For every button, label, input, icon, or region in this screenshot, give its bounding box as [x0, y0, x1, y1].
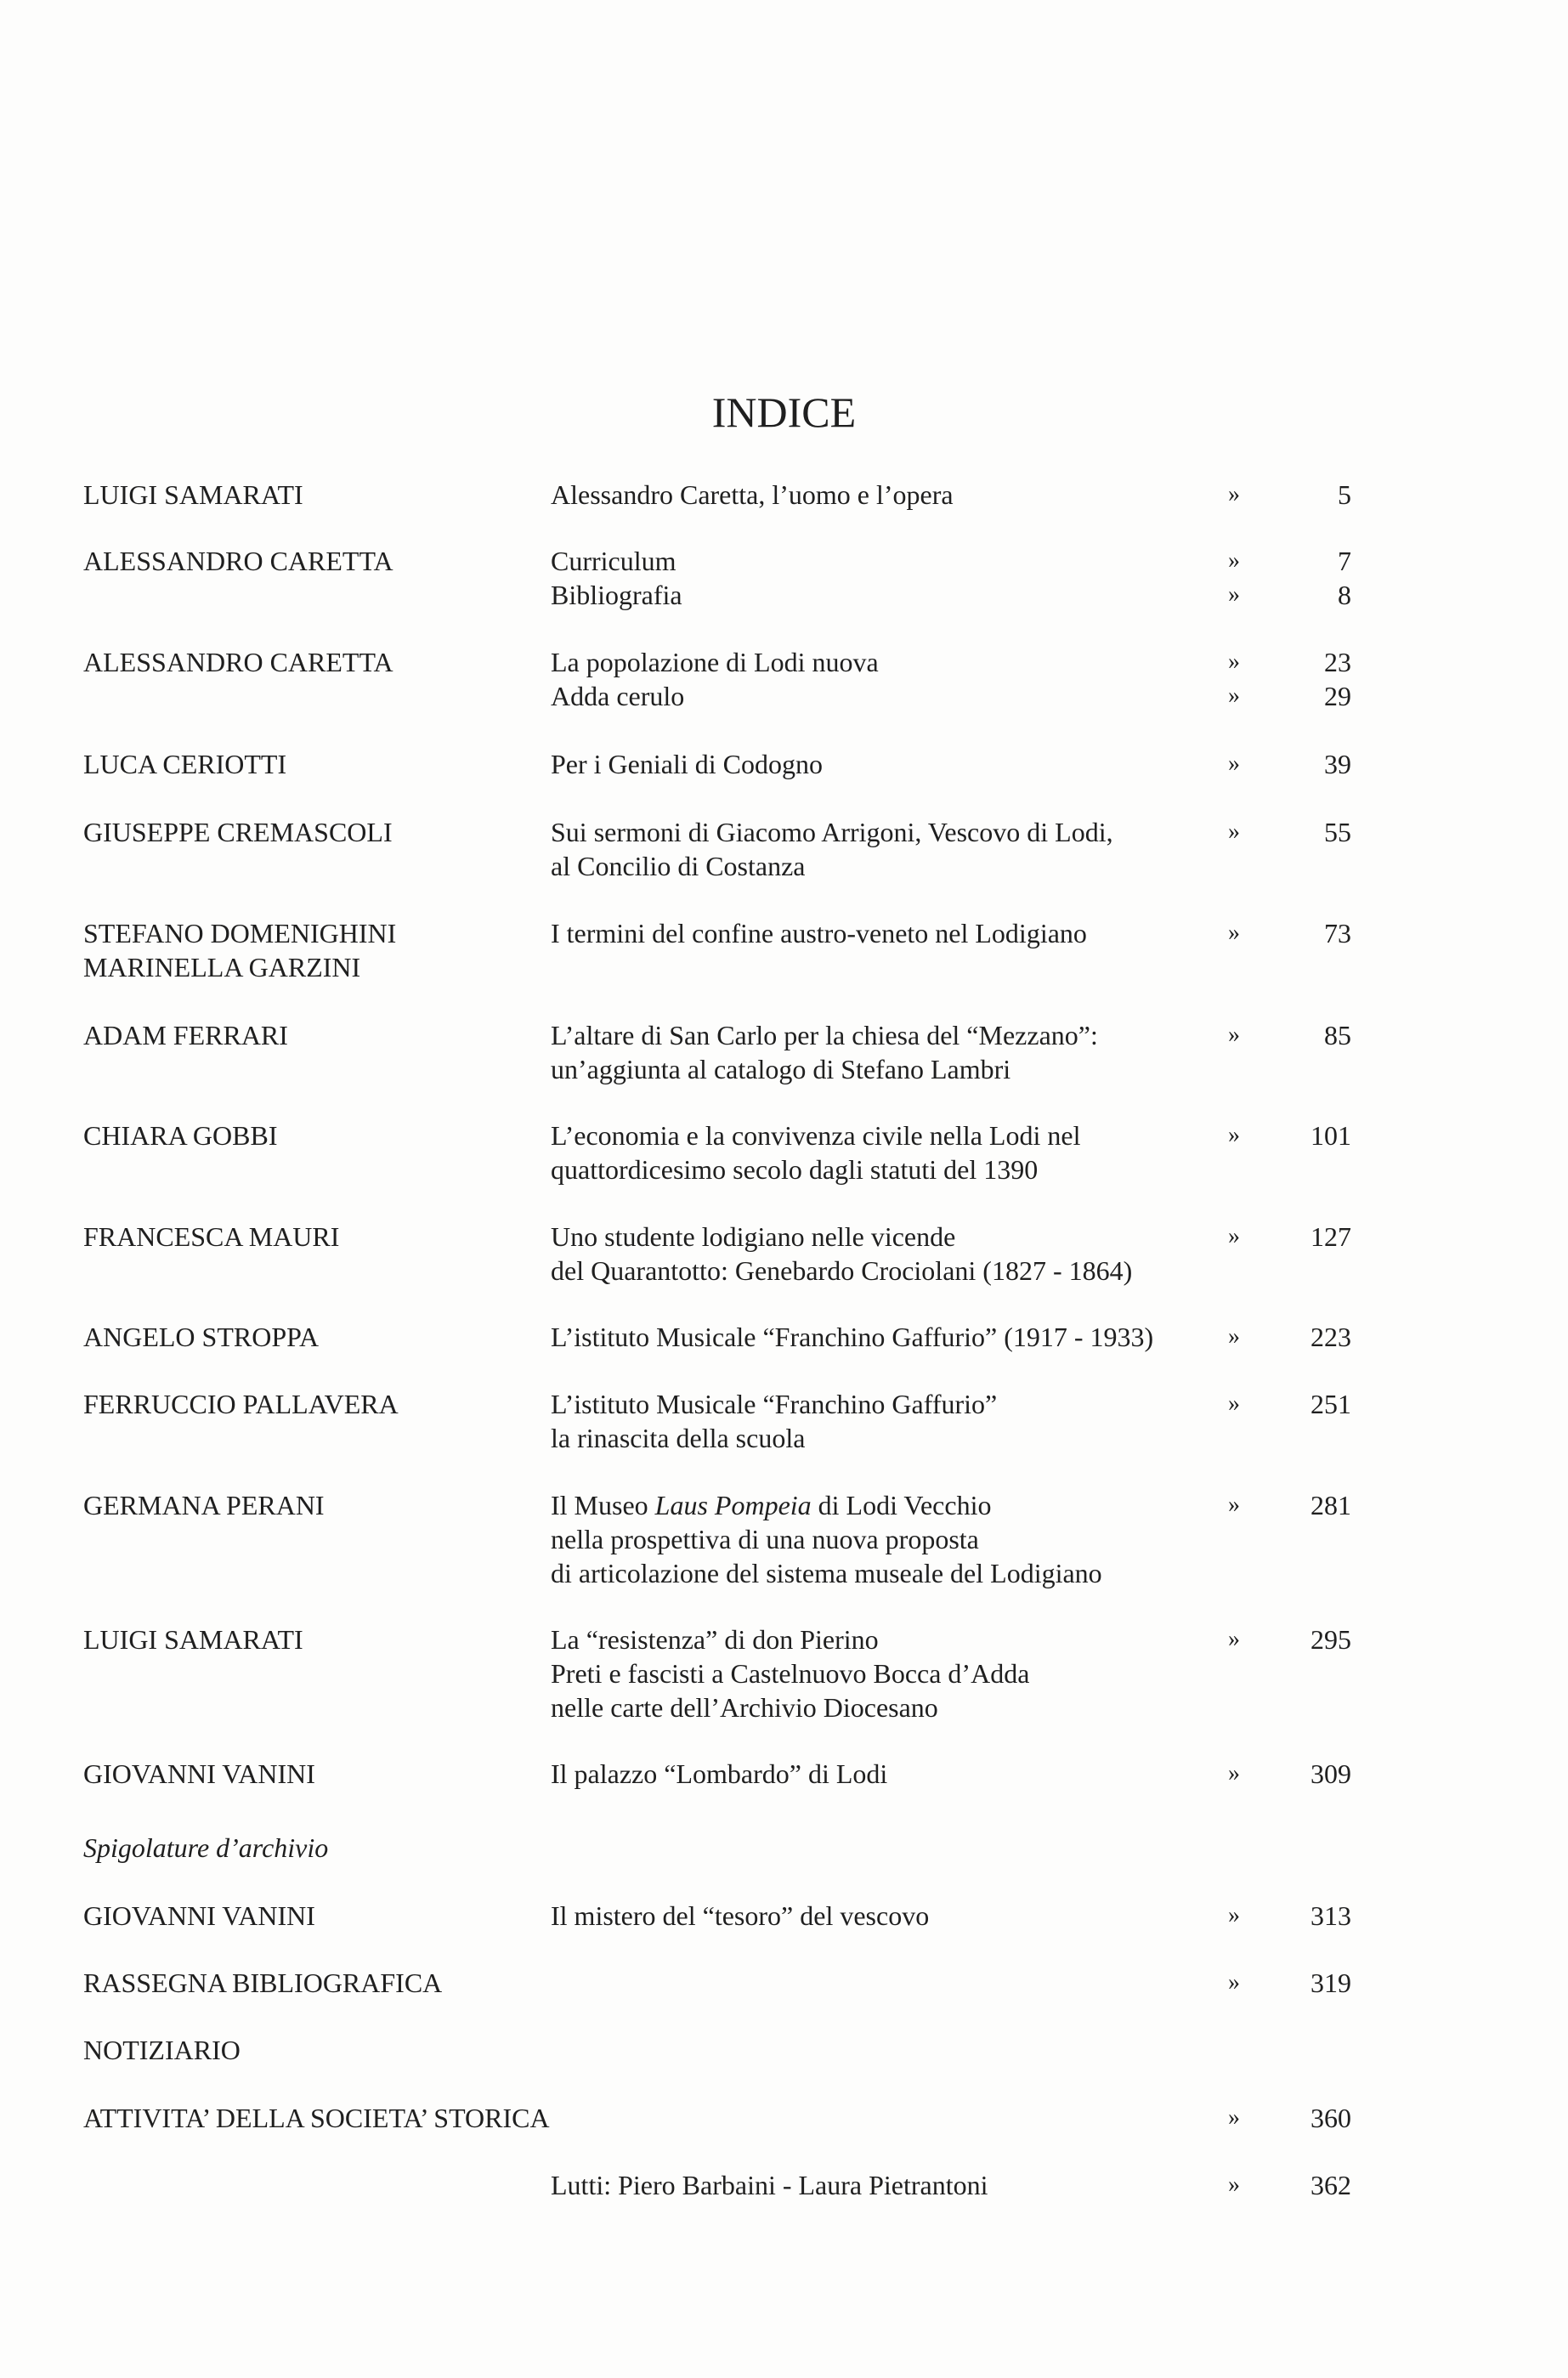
page-marker: » — [1228, 547, 1240, 574]
page-number: 7 — [1338, 546, 1351, 576]
page-number: 319 — [1310, 1968, 1351, 1998]
page-number: 101 — [1310, 1120, 1351, 1151]
page-number: 309 — [1310, 1758, 1351, 1789]
page-marker: » — [1228, 2104, 1240, 2131]
page-number: 360 — [1310, 2103, 1351, 2133]
entry-title: L’istituto Musicale “Franchino Gaffurio” la rinascita della scuola — [551, 1389, 998, 1453]
page-marker: » — [1228, 1492, 1240, 1518]
section-heading: Spigolature d’archivio — [83, 1832, 329, 1863]
page-marker: » — [1228, 581, 1240, 608]
page-number: 251 — [1310, 1389, 1351, 1419]
entry-author: FRANCESCA MAURI — [83, 1221, 340, 1252]
page-marker: » — [1228, 1969, 1240, 1996]
entry-title: Lutti: Piero Barbaini - Laura Pietrantoni — [551, 2170, 988, 2200]
entry-title: La “resistenza” di don Pierino Preti e fascisti a Castelnuovo Bocca d’Adda nelle carte dell’Archivio Diocesano — [551, 1624, 1030, 1723]
page-marker: » — [1228, 682, 1240, 709]
entry-author: CHIARA GOBBI — [83, 1120, 278, 1151]
page-marker: » — [1228, 1122, 1240, 1148]
entry-title: Per i Geniali di Codogno — [551, 749, 823, 779]
page-marker: » — [1228, 648, 1240, 675]
page-marker: » — [1228, 1902, 1240, 1928]
entry-title: Il mistero del “tesoro” del vescovo — [551, 1900, 930, 1931]
page-number: 23 — [1324, 647, 1351, 677]
entry-label: RASSEGNA BIBLIOGRAFICA — [83, 1968, 443, 1998]
entry-author: ALESSANDRO CARETTA — [83, 546, 393, 576]
entry-author: GIOVANNI VANINI — [83, 1900, 315, 1931]
entry-author: GIOVANNI VANINI — [83, 1758, 315, 1789]
entry-label: ATTIVITA’ DELLA SOCIETA’ STORICA — [83, 2103, 550, 2133]
entry-title: I termini del confine austro-veneto nel Lodigiano — [551, 918, 1087, 948]
page-title: INDICE — [711, 388, 857, 436]
entry-author: ADAM FERRARI — [83, 1020, 288, 1050]
page-marker: » — [1228, 1390, 1240, 1417]
page-marker: » — [1228, 818, 1240, 845]
page-marker: » — [1228, 2171, 1240, 2198]
page-number: 281 — [1310, 1490, 1351, 1520]
entry-title: L’altare di San Carlo per la chiesa del “Mezzano”: un’aggiunta al catalogo di Stefano Lambri — [551, 1020, 1098, 1084]
entry-author: LUIGI SAMARATI — [83, 479, 303, 510]
page-marker: » — [1228, 1223, 1240, 1249]
entry-author: LUCA CERIOTTI — [83, 749, 287, 779]
entry-title: Uno studente lodigiano nelle vicende del Quarantotto: Genebardo Crociolani (1827 - 1864) — [551, 1221, 1133, 1286]
page-number: 127 — [1310, 1221, 1351, 1252]
entry-title: L’economia e la convivenza civile nella Lodi nel quattordicesimo secolo dagli statuti del 1390 — [551, 1120, 1081, 1185]
entry-label: NOTIZIARIO — [83, 2035, 241, 2065]
entry-author: GIUSEPPE CREMASCOLI — [83, 817, 393, 847]
entry-author: ALESSANDRO CARETTA — [83, 647, 393, 677]
page-number: 313 — [1310, 1900, 1351, 1931]
page-marker: » — [1228, 1022, 1240, 1048]
entry-title: Sui sermoni di Giacomo Arrigoni, Vescovo di Lodi, al Concilio di Costanza — [551, 817, 1113, 881]
page-marker: » — [1228, 1323, 1240, 1350]
page-number: 5 — [1338, 479, 1351, 510]
page-marker: » — [1228, 481, 1240, 507]
entry-author: GERMANA PERANI — [83, 1490, 325, 1520]
entry-title: L’istituto Musicale “Franchino Gaffurio” (1917 - 1933) — [551, 1322, 1154, 1352]
entry-title: Curriculum Bibliografia — [551, 546, 682, 610]
page-marker: » — [1228, 750, 1240, 777]
page-number: 55 — [1324, 817, 1351, 847]
entry-author: LUIGI SAMARATI — [83, 1624, 303, 1655]
page-number: 73 — [1324, 918, 1351, 948]
entry-author: FERRUCCIO PALLAVERA — [83, 1389, 399, 1419]
entry-title: Il Museo Laus Pompeia di Lodi Vecchio nella prospettiva di una nuova proposta di articolazione del sistema museale del Lodigiano — [551, 1490, 1102, 1588]
entry-title: La popolazione di Lodi nuova Adda cerulo — [551, 647, 879, 711]
page-number: 362 — [1310, 2170, 1351, 2200]
page-number: 295 — [1310, 1624, 1351, 1655]
page-marker: » — [1228, 920, 1240, 946]
entry-title: Alessandro Caretta, l’uomo e l’opera — [551, 479, 954, 510]
page-number: 8 — [1338, 580, 1351, 610]
page-number: 223 — [1310, 1322, 1351, 1352]
page-marker: » — [1228, 1626, 1240, 1652]
entry-author: STEFANO DOMENIGHINI MARINELLA GARZINI — [83, 918, 397, 982]
page-number: 85 — [1324, 1020, 1351, 1050]
page-marker: » — [1228, 1760, 1240, 1786]
entry-title: Il palazzo “Lombardo” di Lodi — [551, 1758, 888, 1789]
page-number: 29 — [1324, 681, 1351, 711]
page-number: 39 — [1324, 749, 1351, 779]
entry-author: ANGELO STROPPA — [83, 1322, 320, 1352]
